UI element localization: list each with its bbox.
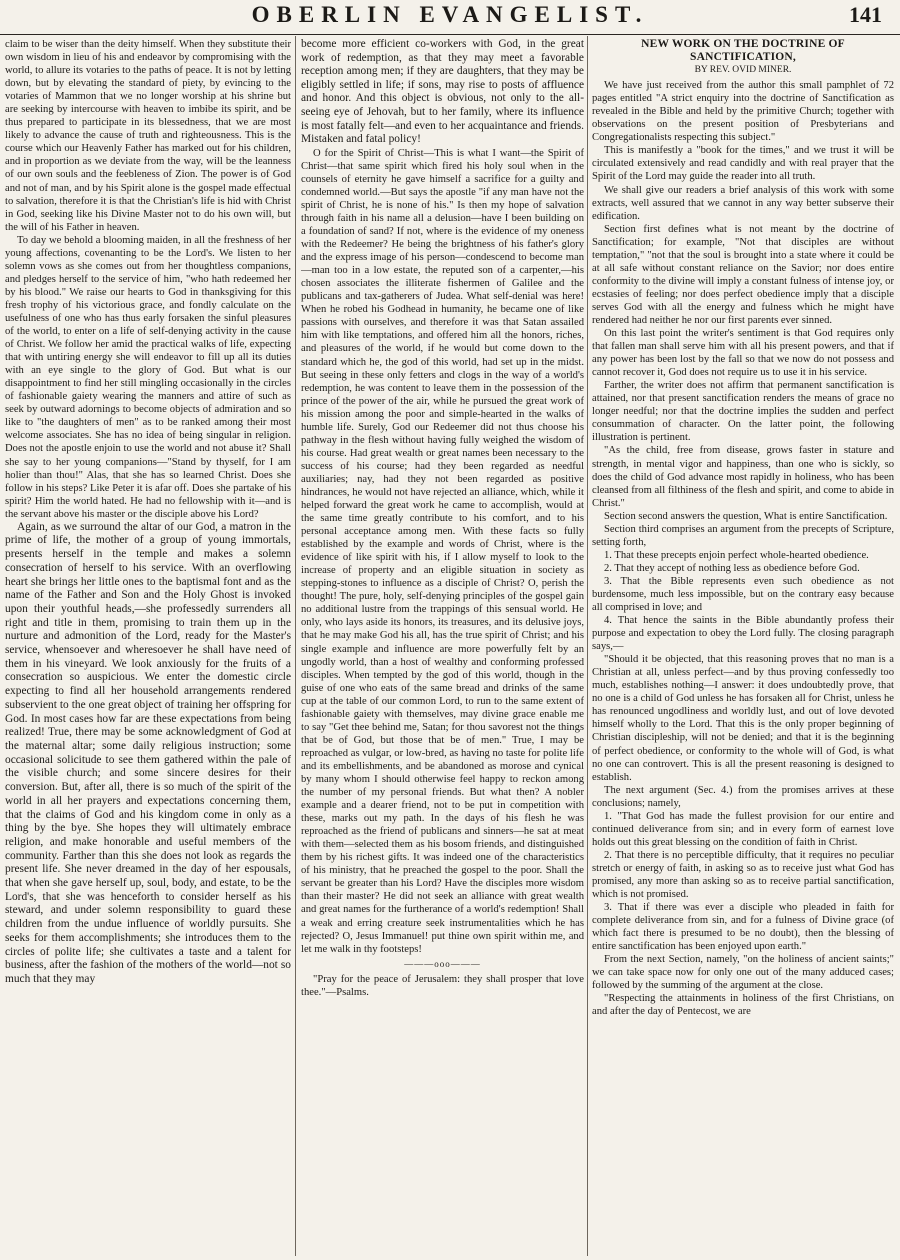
paragraph: 3. That if there was ever a disciple who pleaded in faith for complete deliverance from sin, and for a fulness of Divine grace (of which fact there is presumed to be no doubt), then the blessing of entire sanctification has been enjoyed upon earth." — [592, 902, 894, 953]
column-2 — [301, 38, 584, 1254]
paragraph: 1. That these precepts enjoin perfect whole-hearted obedience. — [604, 549, 869, 561]
paragraph: This is manifestly a "book for the times," and we trust it will be circulated extensively and read candidly and with real prayer that the Spirit of the Lord may guide the reader into all truth. — [592, 145, 894, 183]
column-divider — [587, 36, 588, 1256]
paragraph: From the next Section, namely, "on the holiness of ancient saints;" we can take space now for only one out of the many adduced cases; followed by the summing of the argument at the close. — [592, 954, 894, 992]
column-1 — [5, 38, 291, 1254]
paragraph: 1. "That God has made the fullest provision for our entire and continued deliverance from sin; and in every form of earnest love holds out this great blessing on the condition of faith in Christ. — [592, 810, 894, 848]
column-3 — [592, 38, 894, 1254]
paragraph: "Should it be objected, that this reasoning proves that no man is a Christian at all, unless perfect—and by thus proving confessedly too much, establishes nothing—I answer: it does undoubtedly prove, that no one is a child of God unless he has forsaken all for Christ, unless he has renounced ungodliness and worldly lust, and out of love devoted himself wholly to the Lord. That this is the only proper beginning of Christian discipleship, will not be denied; and that it is the beginning of perfect obedience, or conformity to the whole will of God, is what no one can controvert. This is all the present reasoning is designed to establish. — [592, 654, 894, 783]
paragraph: 4. That hence the saints in the Bible abundantly profess their purpose and expectation to obey the Lord fully. The closing paragraph says,— — [592, 615, 894, 653]
paragraph: become more efficient co-workers with God, in the great work of redemption, as that they may meet a favorable reception among men; if they are daughters, that they may be eligibly settled in life; if sons, may rise to posts of affluence and honor. And this object is obvious, not only to the all-seeing eye of Jehovah, but to her family, where its influence is most fatally felt—and even to her acquaintance and friends. Mistaken and fatal policy! — [301, 38, 584, 146]
paragraph: O for the Spirit of Christ—This is what I want—the Spirit of Christ—that same spirit which fired his holy soul when in the counsels of eternity he gave himself a sacrifice for a guilty and condemned world.—But says the apostle "if any man have not the spirit of Christ, he is none of his." Is then my hope of salvation through faith in his name all a delusion—have I been building on a foundation of sand? If not, where is the evidence of my oneness with the Redeemer? He being the brightness of his father's glory and the express image of his person—condescend to become man—man too in a low estate, the reputed son of a carpenter,—his chosen associates the illiterate fishermen of Galilee and the publicans and tax-gatherers of Judea. What self-denial was here! When he robed his Godhead in humanity, he became one of like passions with ourselves, and therefore it was that Satan assailed him with like temptations, and offered him all the honors, riches, and pleasures of the world, if he would but come down to the standard which he, the god of this world, had set up in the midst. But seeing in these only fetters and clogs in the way of a world's redemption, he was content to leave them in the possession of the prince of the power of the air, while he pursued the great work of his mission among the poor and simple-hearted in the walks of humble life. Surely, God our Redeemer did not thus choose his pathway in the flesh without having fully weighed the wisdom of his course. Had great wealth or great names been necessary to the success of his course; had they been regarded as needful auxiliaries; nay, had they not been regarded as positive hindrances, he would not have rejected an alliance, which, while it helped forward the great work he came to accomplish, would at the same time greatly contribute to his comfort, and to his personal acceptance among men. With these facts so fully established by the example and words of Christ, where is the evidence of like spirit with his, if I allow myself to look to the increase of property and an eligible situation in society as stepping-stones to influence as a disciple of Christ? O, perish the thought! The pure, holy, self-denying principles of the gospel gain no additional lustre from the trappings of this sensual world. He only, who lays aside its honors, its treasures, and its delusive joys, that he may make God his all, has the true spirit of Christ; and his single example and influence are more powerfully felt by an ungodly world, than a host of wealthy and conforming professed disciples. When tempted by the god of this world, though in the guise of one who eats of the same bread and drinks of the same cup at the table of our common Lord, to run to the same extent of fashionable gaiety with themselves, may divine grace enable me to say "Get thee behind me, Satan; for thou savorest not the things that be of God, but those that be of men." True, I may be reproached as vulgar, or low-bred, as having no taste for polite life and its embellishments, and be abandoned as morose and cynical by many whom I should otherwise feel happy to reckon among the number of my personal friends. But what then? A nobler example and a dearer friend, not to be put in competition with these, marks out my path. In the days of his flesh he was reproached as the friend of publicans and sinners—he sat at meat with them—selected them as his bosom friends, and distinguished them by his richest gifts. It was indeed one of the characteristics of his ministry, that he preached the gospel to the poor. Shall the servant be greater than his Lord? Have the disciples more wisdom than their master? He did not seek an alliance with great wealth and great names for the furtherance of a world's redemption! Shall a weak and erring creature seek instrumentalities which he has rejected? O, Jesus Immanuel! put thine own spirit within me, and let me walk in thy footsteps! — [301, 147, 584, 955]
column-divider — [295, 36, 296, 1256]
paragraph: 2. That they accept of nothing less as obedience before God. — [604, 562, 860, 574]
paragraph: Again, as we surround the altar of our God, a matron in the prime of life, the mother of a group of young immortals, presents herself in the temple and makes a solemn consecration of herself to his service. With an overflowing heart she brings her little ones to the baptismal font and as the name of the Father and Son and the Holy Ghost is invoked upon their youthful heads,—she professedly surrenders all right and title in them, promising to train them up in the nurture and admonition of the Lord, ready for the Master's service, whensoever and wheresoever he shall have need of them in his vineyard. We look anxiously for the fruits of a consecration so auspicious. We enter the domestic circle expecting to find all her household arrangements rendered subservient to the one great object of training her offspring for God. In most cases how far are these expectations from being realized! True, there may be some acknowledgment of God at the maternal altar; some daily religious instruction; some occasional solicitude to see them gathered within the pale of the visible church; and some sincere desires for their conversion. But, after all, there is so much of the spirit of the world in all her prayers and expectations concerning them, that the claims of God and his kingdom come in only as a thing by the bye. She hopes they will ultimately embrace religion, and make honorable and useful members of the community. Farther than this she does not look as regards the present life. She never dreamed in the day of her espousals, that when she gave herself up, soul, body, and estate, to be the Lord's, that she was henceforth to consider herself as his steward, and under solemn responsibility to guard these children from the undue influence of worldly pursuits. She seeks for them accomplishments; she introduces them to the circles of polite life; she cultivates a taste and a talent for business, after the fashion of the mothers of the world—not so much that they may — [5, 520, 291, 985]
paragraph: 2. That there is no perceptible difficulty, that it requires no peculiar stretch or energy of faith, in asking so as to receive just what God has promised, any more than asking so as to receive partial sanctification, which is not promised. — [592, 849, 894, 901]
masthead-title: OBERLIN EVANGELIST. — [251, 2, 649, 27]
article-heading: NEW WORK ON THE DOCTRINE OF SANCTIFICATION, — [641, 38, 845, 64]
paragraph: Section third comprises an argument from the precepts of Scripture, setting forth, — [592, 523, 894, 548]
page-number: 141 — [849, 2, 882, 27]
paragraph: 3. That the Bible represents even such obedience as not burdensome, much less impossible, but on the contrary easy because all comprised in love; and — [592, 575, 894, 614]
paragraph: "Respecting the attainments in holiness of the first Christians, on and after the day of Pentecost, we are — [592, 993, 894, 1018]
separator: ———ooo——— — [404, 958, 481, 969]
paragraph: Farther, the writer does not affirm that permanent sanctification is attained, nor that present sanctification renders the means of grace no longer needful; nor that the doctrine implies the sudden and perfect consummation of character. On the latter point, the following illustration is pertinent. — [592, 380, 894, 444]
paragraph: The next argument (Sec. 4.) from the promises arrives at these conclusions; namely, — [592, 784, 894, 809]
paragraph: We shall give our readers a brief analysis of this work with some extracts, well assured that we cannot in any way better subserve their edification. — [592, 184, 894, 222]
paragraph: On this last point the writer's sentiment is that God requires only that fallen man shall serve him with all his present powers, and that if any power has been lost by the fall so that we now do not possess and cannot recover it, God does not require us to use it in his service. — [592, 328, 894, 379]
paragraph: "As the child, free from disease, grows faster in stature and strength, in mental vigor and happiness, than one who is sickly, so does the child of God advance most rapidly in holiness, who has been cleansed from all filthiness of the flesh and spirit, and come to abide in Christ." — [592, 445, 894, 509]
paragraph: claim to be wiser than the deity himself. When they substitute their own wisdom in lieu of his and endeavor by compromising with the world, to allure its votaries to the paths of peace. It is not by letting down, but by elevating the standard of piety, by evincing to the votaries of Mammon that we no longer worship at his shrine but are seeking by intercourse with heaven to imbibe its spirit, and be thus prepared to participate in its blessedness, that we are most likely to advance the cause of truth and righteousness. This is the course which our Heavenly Father has marked out for his children, and in proportion as we deviate from the way, will be the leanness of our own souls and the feebleness of Zion. The power is of God and not of man, and by his Spirit alone is the gospel made effectual to salvation, therefore it is that the Christian's life is hid with Christ in God, seeking like his Divine Master not to do his own will, but the will of his Father in heaven. — [5, 39, 291, 233]
paragraph: Section second answers the question, What is entire Sanctification. — [604, 510, 888, 522]
article-byline: BY REV. OVID MINER. — [694, 65, 792, 76]
paragraph: Section first defines what is not meant by the doctrine of Sanctification; for example, "Not that disciples are without temptation," "not that the soul is brought into a state where it could be at all safe without constant reliance on the Savior; nor does entire conformity to the divine will imply a constant fulness of intense joy, or ecstasies of feeling; nor does perfect obedience imply that a disciple serves God with all the energy and fulness which he might have rendered had neither he nor our first parents ever sinned. — [592, 223, 894, 326]
paragraph: We have just received from the author this small pamphlet of 72 pages entitled "A strict enquiry into the doctrine of Sanctification as revealed in the Bible and held by the primitive Church; together with observations on the present position of Presbyterians and Congregationalists respecting this subject." — [592, 80, 894, 144]
closing-quote: "Pray for the peace of Jerusalem: they shall prosper that love thee."—Psalms. — [301, 973, 584, 998]
masthead — [0, 0, 900, 35]
paragraph: To day we behold a blooming maiden, in all the freshness of her young affections, covenanting to be the Lord's. We listen to her solemn vows as she comes out from her thoughtless companions, and pledges herself to the service of him, "who hath redeemed her by his blood." We raise our hearts to God in thanksgiving for this fresh trophy of his victorious grace, and fondly calculate on the usefulness of one who has thus early forsaken the sinful pleasures of the world, to enter on a life of self-denying activity in the cause of Christ. We follow her amid the practical walks of life, expecting that with untiring energy she will endeavor to fill up all its duties with an eye single to the glory of God. But what is our disappointment to find her still mingling occasionally in the circles of fashionable gaiety wearing the manners and attire of such as seek by outward adornings to become objects of admiration and so like to "the daughters of men" as to be ranked among their most welcome associates. She has no idea of being singular in religion. Does not the apostle enjoin to use the world and not abuse it? Shall she say to her young companions—"Stand by thyself, for I am holier than thou!" Alas, that she has so learned Christ. Does she follow in his steps? Like Peter it is afar off. Does she partake of his spirit? Him the world hated. He had no fellowship with it—and is the servant above his master or the disciple above his Lord? — [5, 234, 291, 520]
